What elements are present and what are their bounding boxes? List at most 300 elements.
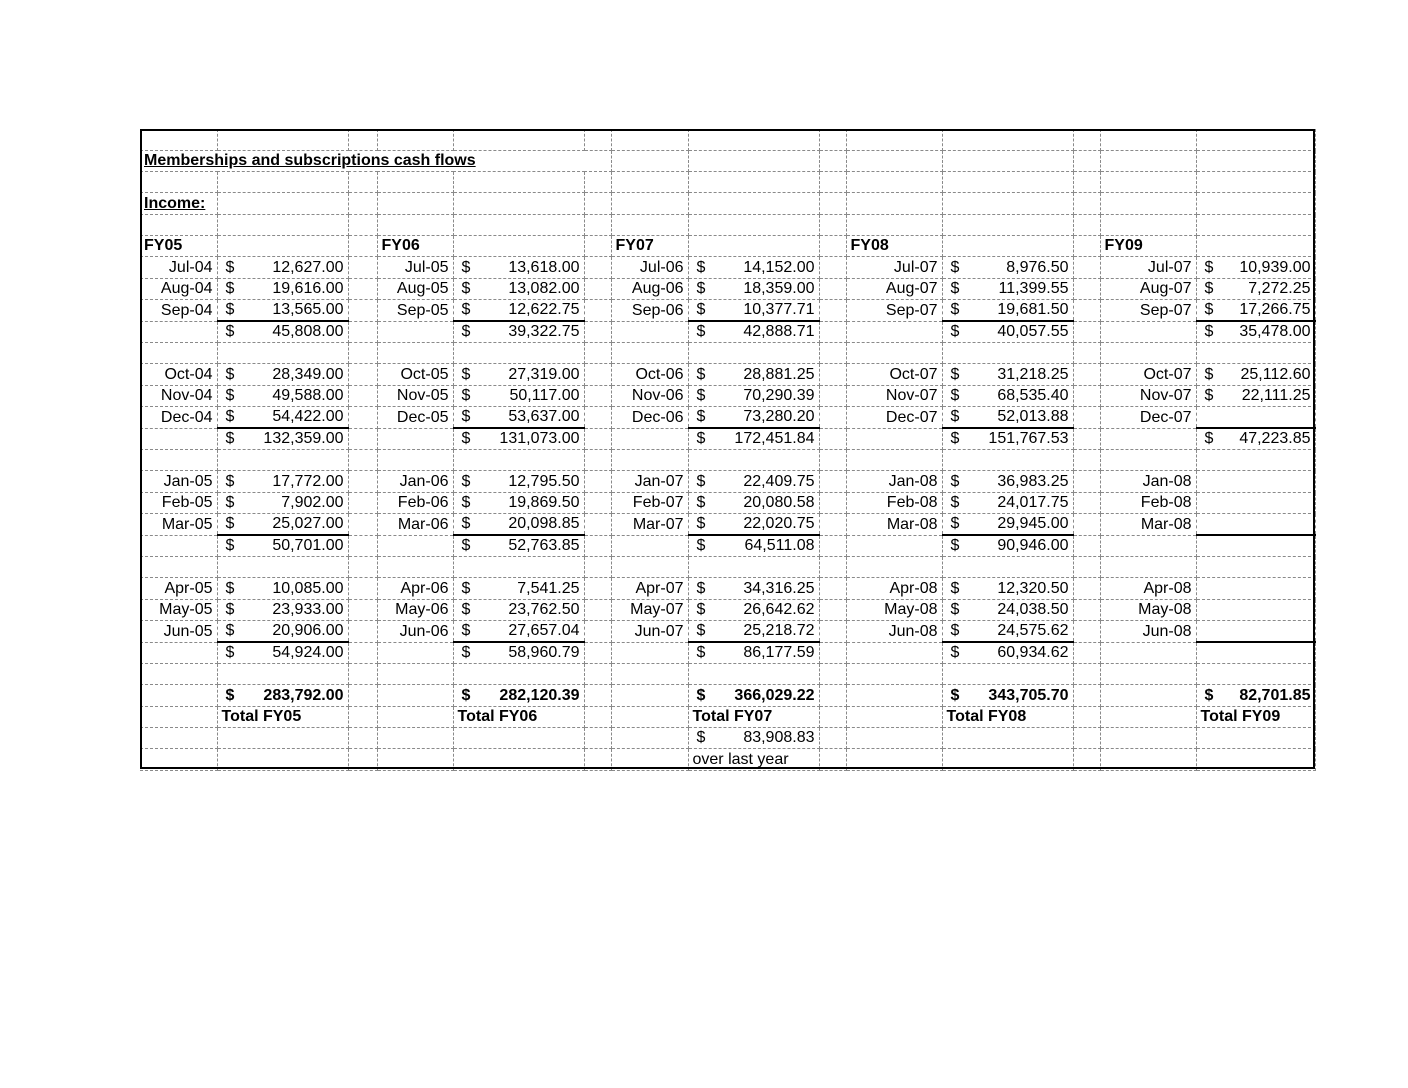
empty-cell[interactable]: [584, 129, 611, 150]
quarter-subtotal[interactable]: [942, 428, 1073, 450]
empty-cell[interactable]: [1100, 450, 1196, 471]
empty-cell[interactable]: [348, 535, 377, 557]
empty-cell[interactable]: [140, 685, 217, 706]
empty-cell[interactable]: [584, 236, 611, 257]
empty-cell[interactable]: [688, 150, 819, 171]
empty-cell[interactable]: [217, 214, 348, 235]
empty-cell[interactable]: [140, 749, 217, 770]
monthly-amount[interactable]: [453, 578, 584, 599]
month-label[interactable]: May-08: [1100, 599, 1196, 620]
month-label[interactable]: Jun-08: [846, 621, 942, 643]
monthly-amount[interactable]: [1196, 471, 1315, 492]
empty-cell[interactable]: [584, 557, 611, 578]
empty-cell[interactable]: [1100, 749, 1196, 770]
empty-cell[interactable]: [1073, 749, 1100, 770]
sheet-title[interactable]: Memberships and subscriptions cash flows: [140, 150, 611, 171]
empty-cell[interactable]: [140, 214, 217, 235]
empty-cell[interactable]: [688, 214, 819, 235]
empty-cell[interactable]: [846, 321, 942, 343]
empty-cell[interactable]: [217, 664, 348, 685]
monthly-amount[interactable]: [217, 578, 348, 599]
empty-cell[interactable]: [611, 642, 688, 664]
empty-cell[interactable]: [584, 278, 611, 299]
monthly-amount[interactable]: [942, 578, 1073, 599]
total-caption[interactable]: Total FY06: [453, 706, 584, 727]
empty-cell[interactable]: [819, 257, 846, 278]
empty-cell[interactable]: [348, 471, 377, 492]
quarter-subtotal[interactable]: [217, 535, 348, 557]
quarter-subtotal[interactable]: [453, 321, 584, 343]
empty-cell[interactable]: [1100, 343, 1196, 364]
empty-cell[interactable]: [377, 685, 453, 706]
empty-cell[interactable]: [819, 300, 846, 322]
empty-cell[interactable]: [819, 428, 846, 450]
month-label[interactable]: Jul-06: [611, 257, 688, 278]
fiscal-year-total[interactable]: [453, 685, 584, 706]
empty-cell[interactable]: [846, 749, 942, 770]
empty-cell[interactable]: [611, 150, 688, 171]
month-label[interactable]: Apr-08: [1100, 578, 1196, 599]
empty-cell[interactable]: [453, 664, 584, 685]
month-label[interactable]: Jul-07: [1100, 257, 1196, 278]
empty-cell[interactable]: [453, 343, 584, 364]
empty-cell[interactable]: [1073, 385, 1100, 406]
empty-cell[interactable]: [584, 514, 611, 536]
empty-cell[interactable]: [584, 728, 611, 749]
monthly-amount[interactable]: [688, 257, 819, 278]
month-label[interactable]: Oct-06: [611, 364, 688, 385]
empty-cell[interactable]: [140, 450, 217, 471]
empty-cell[interactable]: [348, 621, 377, 643]
empty-cell[interactable]: [688, 129, 819, 150]
empty-cell[interactable]: [819, 471, 846, 492]
empty-cell[interactable]: [846, 150, 942, 171]
month-label[interactable]: Jul-05: [377, 257, 453, 278]
empty-cell[interactable]: [217, 236, 348, 257]
quarter-subtotal[interactable]: [217, 642, 348, 664]
empty-cell[interactable]: [584, 642, 611, 664]
empty-cell[interactable]: [688, 450, 819, 471]
empty-cell[interactable]: [611, 557, 688, 578]
quarter-subtotal[interactable]: [453, 642, 584, 664]
monthly-amount[interactable]: [1196, 385, 1315, 406]
empty-cell[interactable]: [611, 129, 688, 150]
empty-cell[interactable]: [819, 578, 846, 599]
empty-cell[interactable]: [1196, 450, 1315, 471]
month-label[interactable]: Nov-07: [1100, 385, 1196, 406]
month-label[interactable]: Dec-04: [140, 407, 217, 429]
empty-cell[interactable]: [584, 492, 611, 513]
month-label[interactable]: Aug-05: [377, 278, 453, 299]
empty-cell[interactable]: [140, 535, 217, 557]
empty-cell[interactable]: [1100, 428, 1196, 450]
monthly-amount[interactable]: [453, 364, 584, 385]
empty-cell[interactable]: [348, 450, 377, 471]
empty-cell[interactable]: [611, 706, 688, 727]
empty-cell[interactable]: [819, 236, 846, 257]
empty-cell[interactable]: [584, 428, 611, 450]
month-label[interactable]: Nov-05: [377, 385, 453, 406]
month-label[interactable]: May-08: [846, 599, 942, 620]
month-label[interactable]: Feb-07: [611, 492, 688, 513]
total-caption[interactable]: Total FY08: [942, 706, 1073, 727]
empty-cell[interactable]: [688, 193, 819, 214]
monthly-amount[interactable]: [1196, 278, 1315, 299]
month-label[interactable]: Oct-07: [846, 364, 942, 385]
empty-cell[interactable]: [611, 535, 688, 557]
fiscal-year-total[interactable]: [217, 685, 348, 706]
empty-cell[interactable]: [1196, 749, 1315, 770]
empty-cell[interactable]: [1196, 343, 1315, 364]
monthly-amount[interactable]: [453, 514, 584, 536]
month-label[interactable]: Sep-06: [611, 300, 688, 322]
empty-cell[interactable]: [348, 300, 377, 322]
empty-cell[interactable]: [819, 214, 846, 235]
month-label[interactable]: Jan-08: [1100, 471, 1196, 492]
fiscal-year-header[interactable]: FY09: [1100, 236, 1196, 257]
quarter-subtotal[interactable]: [453, 428, 584, 450]
monthly-amount[interactable]: [688, 621, 819, 643]
monthly-amount[interactable]: [688, 407, 819, 429]
empty-cell[interactable]: [688, 236, 819, 257]
empty-cell[interactable]: [377, 749, 453, 770]
empty-cell[interactable]: [377, 535, 453, 557]
empty-cell[interactable]: [584, 450, 611, 471]
empty-cell[interactable]: [1196, 150, 1315, 171]
month-label[interactable]: Aug-07: [846, 278, 942, 299]
month-label[interactable]: Sep-05: [377, 300, 453, 322]
empty-cell[interactable]: [1073, 236, 1100, 257]
empty-cell[interactable]: [846, 428, 942, 450]
empty-cell[interactable]: [217, 129, 348, 150]
empty-cell[interactable]: [348, 664, 377, 685]
month-label[interactable]: Jan-06: [377, 471, 453, 492]
monthly-amount[interactable]: [1196, 257, 1315, 278]
empty-cell[interactable]: [1073, 557, 1100, 578]
total-caption[interactable]: Total FY07: [688, 706, 819, 727]
empty-cell[interactable]: [584, 749, 611, 770]
empty-cell[interactable]: [584, 193, 611, 214]
empty-cell[interactable]: [819, 364, 846, 385]
empty-cell[interactable]: [1196, 214, 1315, 235]
empty-cell[interactable]: [584, 535, 611, 557]
empty-cell[interactable]: [453, 728, 584, 749]
empty-cell[interactable]: [348, 321, 377, 343]
empty-cell[interactable]: [611, 321, 688, 343]
month-label[interactable]: Sep-07: [1100, 300, 1196, 322]
empty-cell[interactable]: [1196, 728, 1315, 749]
monthly-amount[interactable]: [453, 257, 584, 278]
empty-cell[interactable]: [1196, 193, 1315, 214]
empty-cell[interactable]: [1100, 557, 1196, 578]
monthly-amount[interactable]: [217, 492, 348, 513]
monthly-amount[interactable]: [453, 300, 584, 322]
empty-cell[interactable]: [611, 749, 688, 770]
month-label[interactable]: Mar-08: [846, 514, 942, 536]
empty-cell[interactable]: [819, 450, 846, 471]
empty-cell[interactable]: [584, 578, 611, 599]
empty-cell[interactable]: [819, 535, 846, 557]
empty-cell[interactable]: [1073, 407, 1100, 429]
empty-cell[interactable]: [1196, 664, 1315, 685]
monthly-amount[interactable]: [217, 514, 348, 536]
monthly-amount[interactable]: [942, 278, 1073, 299]
empty-cell[interactable]: [377, 343, 453, 364]
empty-cell[interactable]: [1073, 214, 1100, 235]
month-label[interactable]: May-07: [611, 599, 688, 620]
month-label[interactable]: Apr-06: [377, 578, 453, 599]
empty-cell[interactable]: [611, 214, 688, 235]
month-label[interactable]: Aug-04: [140, 278, 217, 299]
empty-cell[interactable]: [1196, 557, 1315, 578]
empty-cell[interactable]: [819, 407, 846, 429]
month-label[interactable]: Oct-07: [1100, 364, 1196, 385]
empty-cell[interactable]: [1073, 129, 1100, 150]
empty-cell[interactable]: [584, 471, 611, 492]
empty-cell[interactable]: [453, 450, 584, 471]
empty-cell[interactable]: [1073, 450, 1100, 471]
empty-cell[interactable]: [819, 150, 846, 171]
empty-cell[interactable]: [348, 385, 377, 406]
empty-cell[interactable]: [1073, 706, 1100, 727]
monthly-amount[interactable]: [942, 492, 1073, 513]
empty-cell[interactable]: [942, 172, 1073, 193]
empty-cell[interactable]: [1100, 728, 1196, 749]
empty-cell[interactable]: [611, 172, 688, 193]
monthly-amount[interactable]: [942, 364, 1073, 385]
empty-cell[interactable]: [1100, 172, 1196, 193]
month-label[interactable]: Apr-07: [611, 578, 688, 599]
empty-cell[interactable]: [348, 129, 377, 150]
empty-cell[interactable]: [1073, 728, 1100, 749]
empty-cell[interactable]: [584, 172, 611, 193]
empty-cell[interactable]: [819, 129, 846, 150]
empty-cell[interactable]: [453, 172, 584, 193]
empty-cell[interactable]: [819, 642, 846, 664]
empty-cell[interactable]: [377, 193, 453, 214]
empty-cell[interactable]: [942, 214, 1073, 235]
empty-cell[interactable]: [453, 129, 584, 150]
empty-cell[interactable]: [942, 236, 1073, 257]
empty-cell[interactable]: [377, 664, 453, 685]
empty-cell[interactable]: [1073, 599, 1100, 620]
empty-cell[interactable]: [688, 172, 819, 193]
empty-cell[interactable]: [1073, 364, 1100, 385]
empty-cell[interactable]: [453, 557, 584, 578]
monthly-amount[interactable]: [217, 599, 348, 620]
empty-cell[interactable]: [611, 728, 688, 749]
empty-cell[interactable]: [819, 557, 846, 578]
empty-cell[interactable]: [217, 749, 348, 770]
empty-cell[interactable]: [348, 364, 377, 385]
empty-cell[interactable]: [217, 450, 348, 471]
empty-cell[interactable]: [819, 599, 846, 620]
month-label[interactable]: Mar-05: [140, 514, 217, 536]
quarter-subtotal[interactable]: [1196, 428, 1315, 450]
empty-cell[interactable]: [846, 214, 942, 235]
month-label[interactable]: Jun-06: [377, 621, 453, 643]
monthly-amount[interactable]: [217, 300, 348, 322]
empty-cell[interactable]: [1073, 278, 1100, 299]
empty-cell[interactable]: [611, 685, 688, 706]
empty-cell[interactable]: [377, 450, 453, 471]
empty-cell[interactable]: [846, 343, 942, 364]
monthly-amount[interactable]: [1196, 578, 1315, 599]
monthly-amount[interactable]: [688, 578, 819, 599]
month-label[interactable]: Mar-08: [1100, 514, 1196, 536]
empty-cell[interactable]: [453, 236, 584, 257]
empty-cell[interactable]: [1100, 129, 1196, 150]
empty-cell[interactable]: [1196, 129, 1315, 150]
fiscal-year-header[interactable]: FY08: [846, 236, 942, 257]
empty-cell[interactable]: [611, 343, 688, 364]
empty-cell[interactable]: [1073, 535, 1100, 557]
monthly-amount[interactable]: [217, 364, 348, 385]
empty-cell[interactable]: [1100, 642, 1196, 664]
quarter-subtotal[interactable]: [942, 321, 1073, 343]
empty-cell[interactable]: [584, 407, 611, 429]
month-label[interactable]: Oct-04: [140, 364, 217, 385]
empty-cell[interactable]: [1196, 236, 1315, 257]
empty-cell[interactable]: [846, 557, 942, 578]
monthly-amount[interactable]: [453, 385, 584, 406]
empty-cell[interactable]: [942, 343, 1073, 364]
month-label[interactable]: Dec-07: [1100, 407, 1196, 429]
empty-cell[interactable]: [377, 642, 453, 664]
quarter-subtotal[interactable]: [942, 642, 1073, 664]
monthly-amount[interactable]: [688, 514, 819, 536]
empty-cell[interactable]: [348, 343, 377, 364]
empty-cell[interactable]: [584, 214, 611, 235]
empty-cell[interactable]: [611, 450, 688, 471]
empty-cell[interactable]: [1073, 428, 1100, 450]
empty-cell[interactable]: [377, 428, 453, 450]
quarter-subtotal[interactable]: [217, 428, 348, 450]
fiscal-year-header[interactable]: FY05: [140, 236, 217, 257]
month-label[interactable]: Apr-08: [846, 578, 942, 599]
empty-cell[interactable]: [942, 664, 1073, 685]
monthly-amount[interactable]: [217, 385, 348, 406]
empty-cell[interactable]: [942, 749, 1073, 770]
empty-cell[interactable]: [819, 621, 846, 643]
empty-cell[interactable]: [377, 706, 453, 727]
empty-cell[interactable]: [846, 450, 942, 471]
monthly-amount[interactable]: [1196, 300, 1315, 322]
quarter-subtotal[interactable]: [688, 535, 819, 557]
empty-cell[interactable]: [377, 214, 453, 235]
empty-cell[interactable]: [140, 428, 217, 450]
empty-cell[interactable]: [1100, 214, 1196, 235]
empty-cell[interactable]: [819, 278, 846, 299]
month-label[interactable]: May-06: [377, 599, 453, 620]
empty-cell[interactable]: [140, 642, 217, 664]
monthly-amount[interactable]: [453, 471, 584, 492]
empty-cell[interactable]: [1100, 535, 1196, 557]
empty-cell[interactable]: [584, 364, 611, 385]
quarter-subtotal[interactable]: [688, 642, 819, 664]
empty-cell[interactable]: [140, 343, 217, 364]
empty-cell[interactable]: [217, 172, 348, 193]
monthly-amount[interactable]: [942, 407, 1073, 429]
empty-cell[interactable]: [348, 428, 377, 450]
monthly-amount[interactable]: [453, 278, 584, 299]
monthly-amount[interactable]: [217, 471, 348, 492]
empty-cell[interactable]: [377, 728, 453, 749]
empty-cell[interactable]: [584, 385, 611, 406]
empty-cell[interactable]: [819, 664, 846, 685]
empty-cell[interactable]: [348, 706, 377, 727]
empty-cell[interactable]: [377, 557, 453, 578]
empty-cell[interactable]: [1196, 172, 1315, 193]
empty-cell[interactable]: [348, 642, 377, 664]
empty-cell[interactable]: [140, 728, 217, 749]
quarter-subtotal[interactable]: [1196, 321, 1315, 343]
fiscal-year-header[interactable]: FY06: [377, 236, 453, 257]
income-label[interactable]: Income:: [140, 193, 217, 214]
empty-cell[interactable]: [348, 407, 377, 429]
monthly-amount[interactable]: [688, 492, 819, 513]
empty-cell[interactable]: [140, 706, 217, 727]
empty-cell[interactable]: [942, 450, 1073, 471]
empty-cell[interactable]: [1100, 321, 1196, 343]
month-label[interactable]: Jan-07: [611, 471, 688, 492]
monthly-amount[interactable]: [942, 514, 1073, 536]
empty-cell[interactable]: [348, 172, 377, 193]
empty-cell[interactable]: [819, 706, 846, 727]
quarter-subtotal[interactable]: [1196, 535, 1315, 557]
quarter-subtotal[interactable]: [453, 535, 584, 557]
monthly-amount[interactable]: [942, 385, 1073, 406]
empty-cell[interactable]: [819, 728, 846, 749]
empty-cell[interactable]: [846, 193, 942, 214]
empty-cell[interactable]: [348, 728, 377, 749]
month-label[interactable]: Oct-05: [377, 364, 453, 385]
empty-cell[interactable]: [453, 749, 584, 770]
empty-cell[interactable]: [377, 129, 453, 150]
month-label[interactable]: Aug-07: [1100, 278, 1196, 299]
empty-cell[interactable]: [140, 129, 217, 150]
empty-cell[interactable]: [688, 343, 819, 364]
empty-cell[interactable]: [348, 749, 377, 770]
monthly-amount[interactable]: [942, 621, 1073, 643]
month-label[interactable]: Nov-06: [611, 385, 688, 406]
month-label[interactable]: Jul-07: [846, 257, 942, 278]
month-label[interactable]: Jan-08: [846, 471, 942, 492]
monthly-amount[interactable]: [688, 278, 819, 299]
empty-cell[interactable]: [348, 214, 377, 235]
empty-cell[interactable]: [348, 193, 377, 214]
empty-cell[interactable]: [819, 685, 846, 706]
month-label[interactable]: Apr-05: [140, 578, 217, 599]
month-label[interactable]: Feb-08: [846, 492, 942, 513]
monthly-amount[interactable]: [688, 385, 819, 406]
quarter-subtotal[interactable]: [217, 321, 348, 343]
empty-cell[interactable]: [1073, 578, 1100, 599]
empty-cell[interactable]: [140, 557, 217, 578]
empty-cell[interactable]: [611, 193, 688, 214]
empty-cell[interactable]: [1073, 321, 1100, 343]
empty-cell[interactable]: [1100, 685, 1196, 706]
empty-cell[interactable]: [688, 557, 819, 578]
empty-cell[interactable]: [1073, 172, 1100, 193]
month-label[interactable]: Dec-06: [611, 407, 688, 429]
monthly-amount[interactable]: [1196, 599, 1315, 620]
month-label[interactable]: Sep-04: [140, 300, 217, 322]
empty-cell[interactable]: [584, 300, 611, 322]
empty-cell[interactable]: [377, 321, 453, 343]
empty-cell[interactable]: [217, 728, 348, 749]
empty-cell[interactable]: [846, 728, 942, 749]
